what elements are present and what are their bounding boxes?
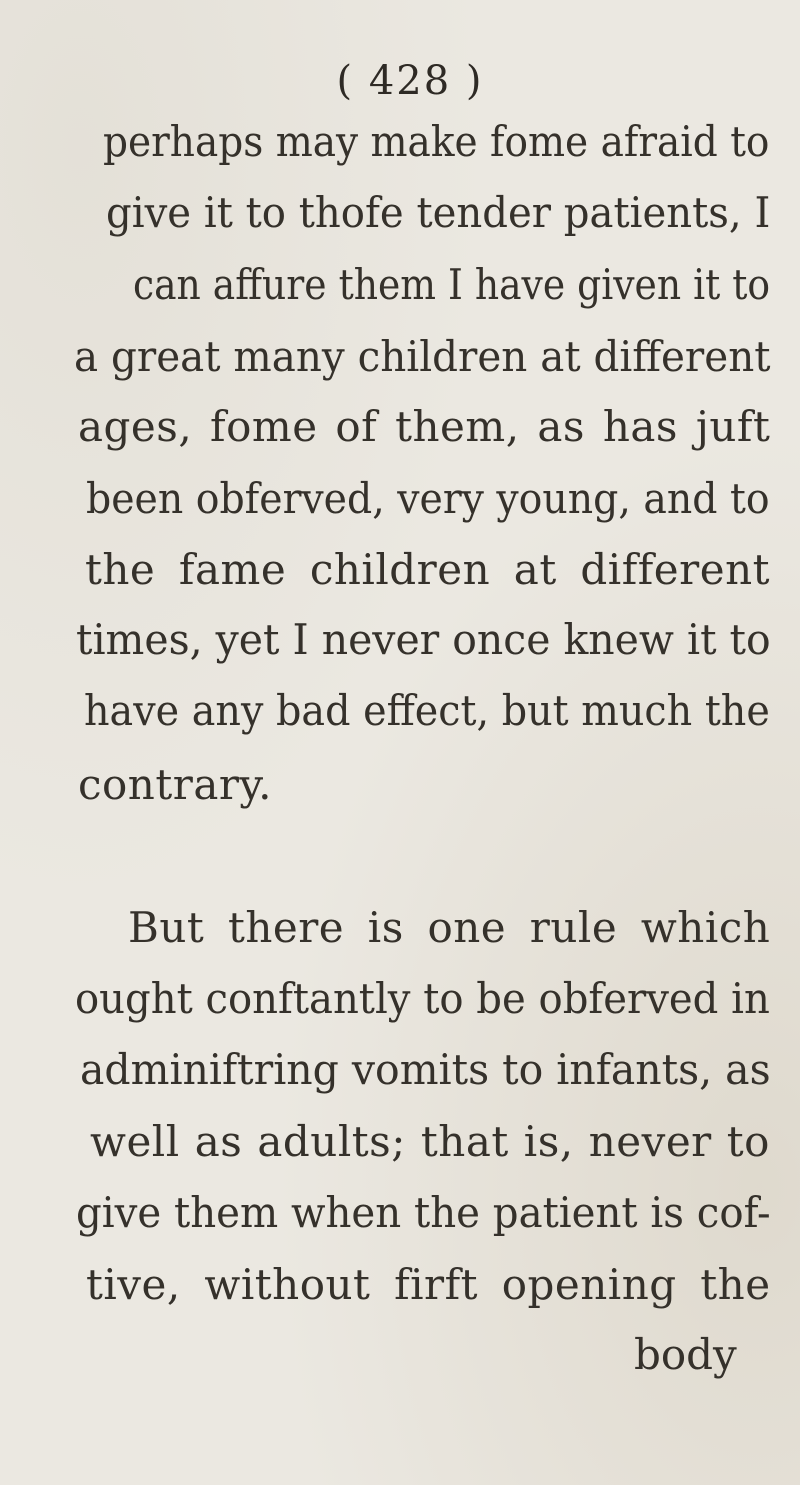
text-line: give them when the patient is cof- <box>76 1188 771 1237</box>
text-line: well as adults; that is, never to <box>90 1117 770 1166</box>
text-line: adminiftring vomits to infants, as <box>80 1045 771 1094</box>
text-line: been obferved, very young, and to <box>86 474 770 523</box>
text-line: a great many children at different <box>74 332 771 381</box>
text-line: times, yet I never once knew it to <box>76 615 771 664</box>
text-line: the fame children at different <box>85 545 770 594</box>
text-line: tive, without firft opening the <box>86 1260 771 1309</box>
text-line: ages, fome of them, as has juft <box>78 402 771 451</box>
text-line: contrary. <box>78 760 272 809</box>
text-line: But there is one rule which <box>128 903 771 952</box>
text-line: ought conftantly to be obferved in <box>75 974 770 1023</box>
text-line: have any bad effect, but much the <box>84 686 770 735</box>
page-number: ( 428 ) <box>336 58 484 104</box>
text-line: perhaps may make fome afraid to <box>103 117 770 166</box>
catchword: body <box>634 1330 737 1379</box>
text-line: give it to thofe tender patients, I <box>106 188 771 237</box>
text-line: can affure them I have given it to <box>133 260 771 309</box>
